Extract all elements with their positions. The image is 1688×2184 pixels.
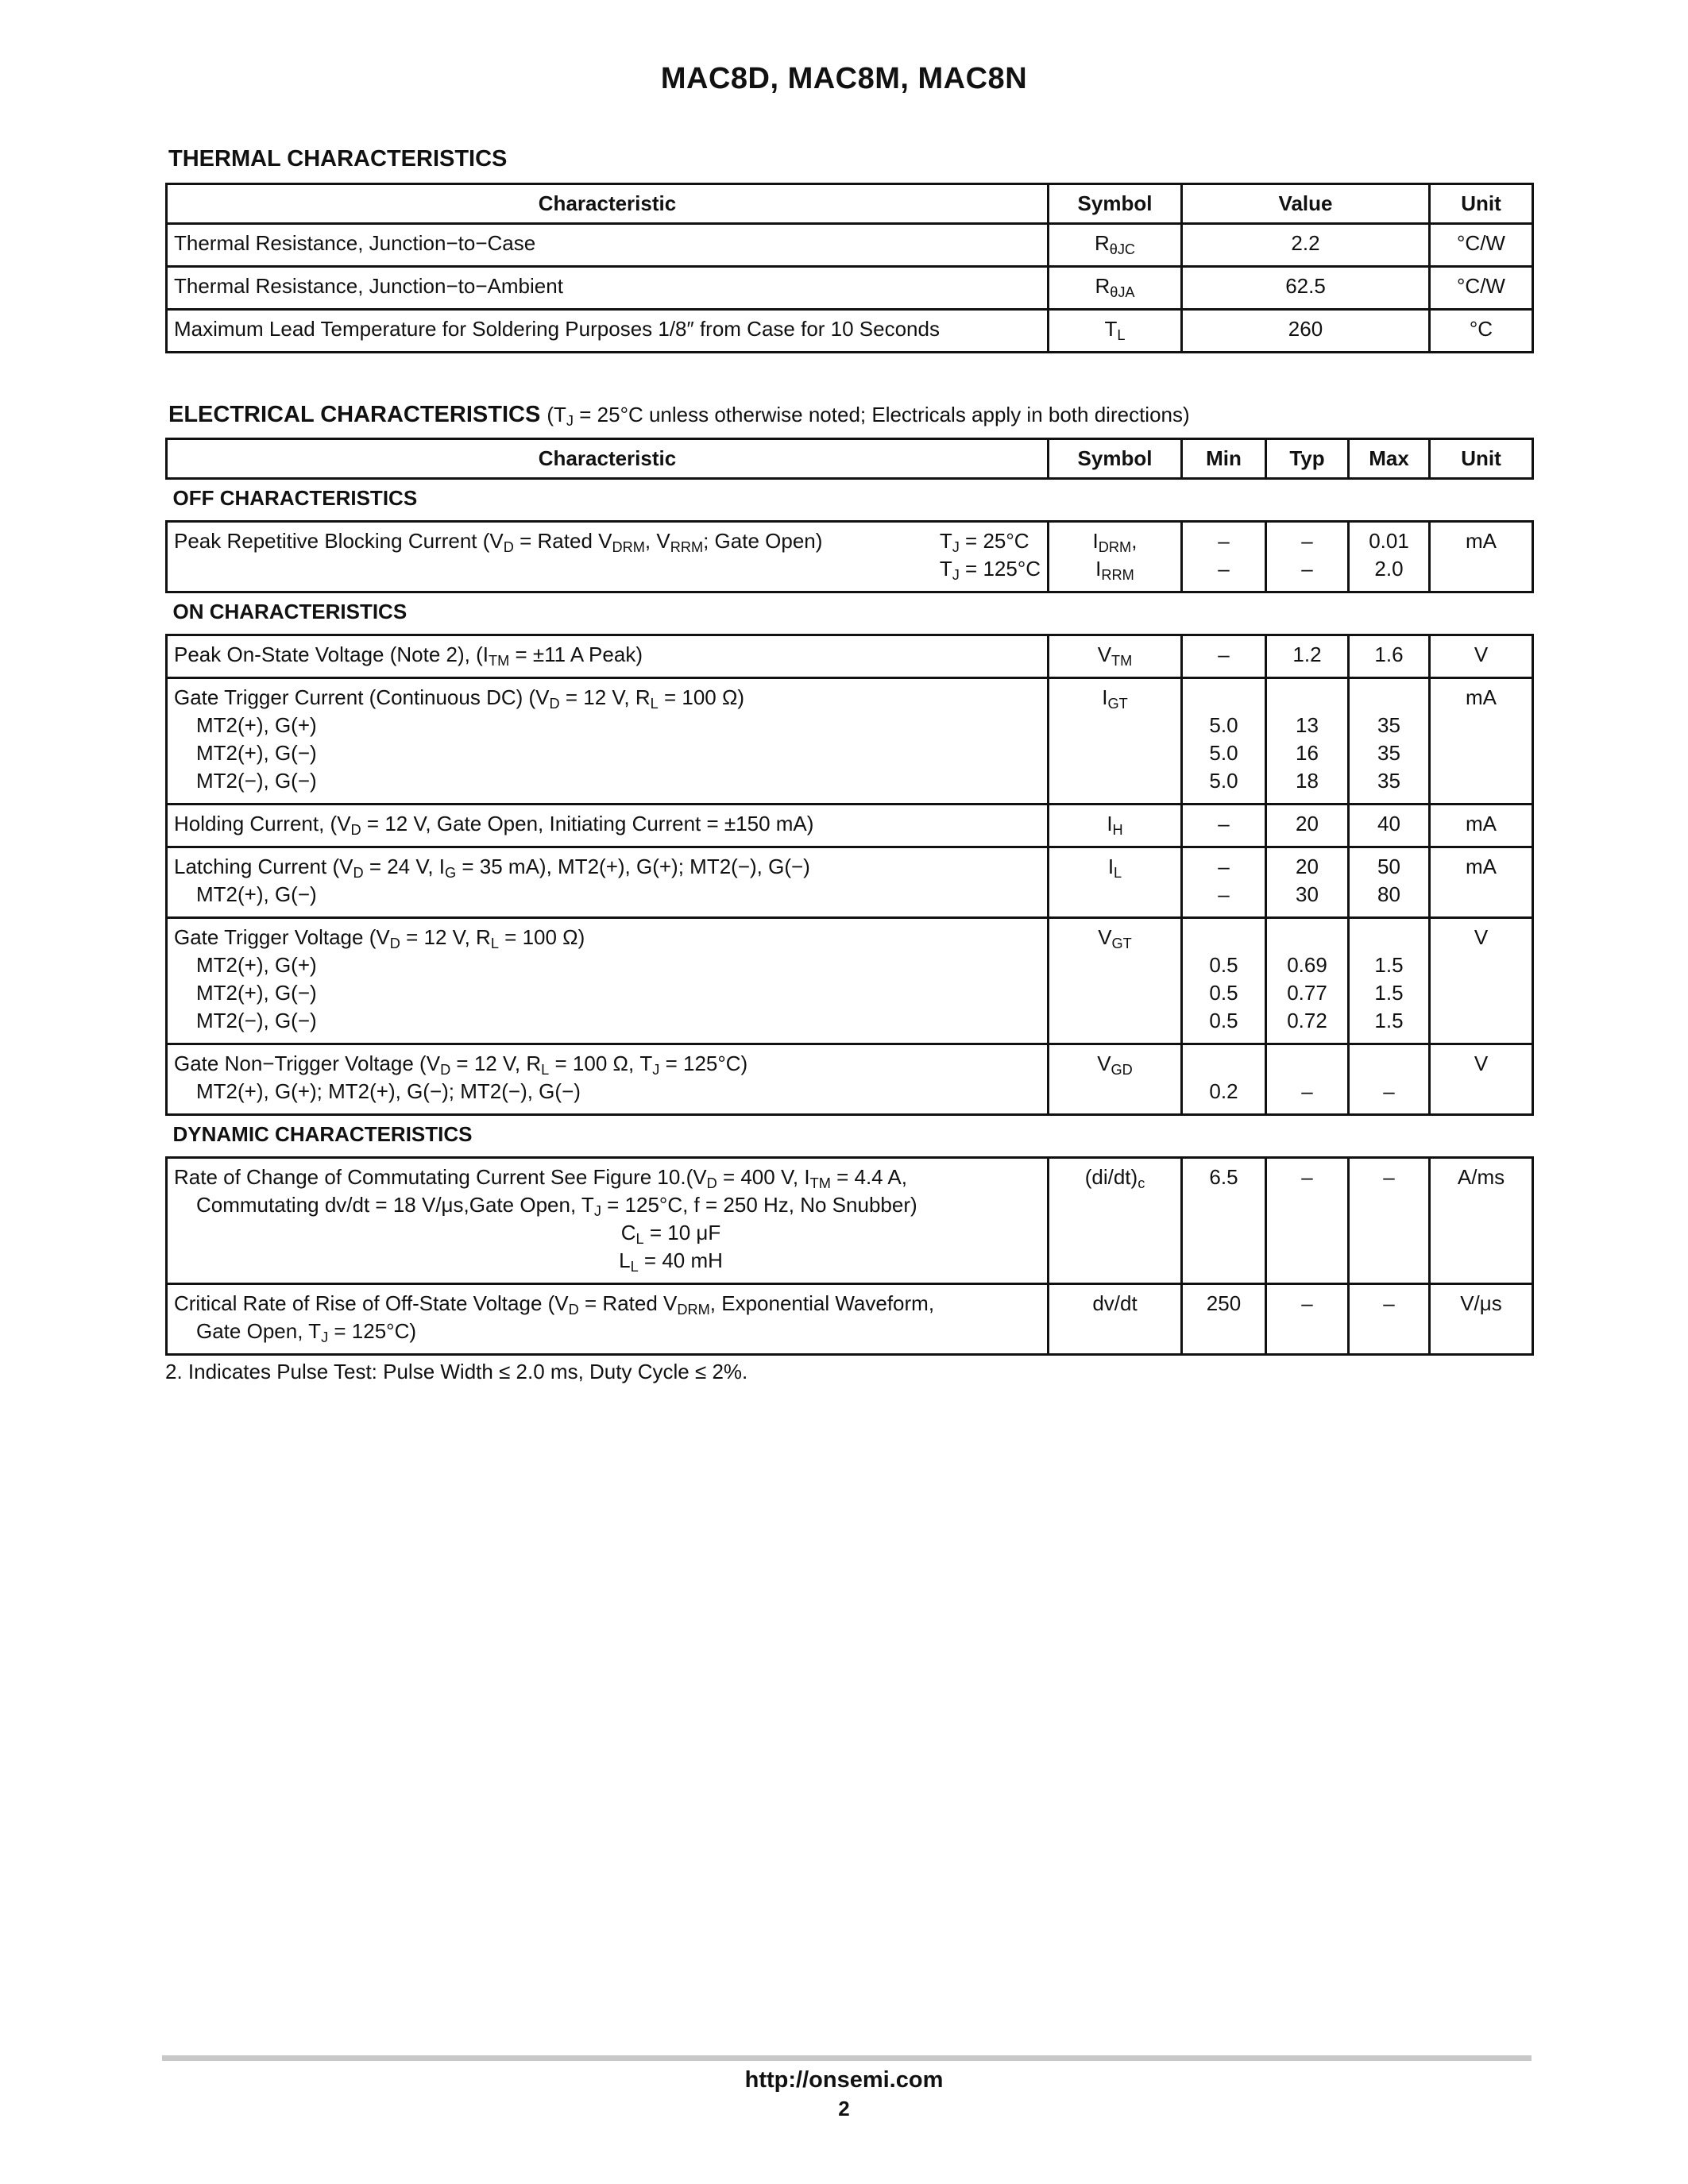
cell-typ: 0.69 0.77 0.72: [1266, 918, 1349, 1044]
col-symbol: Symbol: [1049, 184, 1182, 224]
cell-value: 2.2: [1182, 224, 1430, 267]
col-symbol: Symbol: [1049, 439, 1182, 479]
table-row: [167, 1158, 1533, 1284]
section-row: [167, 1115, 1533, 1158]
cell-characteristic: Latching Current ($V_D = 24$ V, $I_G = 35$ mA), MT2(+), G(+); MT2(−), G(−) MT2(+), G(−): [167, 847, 1049, 918]
cell-typ: 13 16 18: [1266, 678, 1349, 805]
section-row: [167, 592, 1533, 635]
cell-max: 40: [1349, 805, 1430, 847]
cell-symbol: $I_L$: [1049, 847, 1182, 918]
cell-typ: 20: [1266, 805, 1349, 847]
cell-max: 35 35 35: [1349, 678, 1430, 805]
cell-max: –: [1349, 1284, 1430, 1355]
cell-min: 5.0 5.0 5.0: [1182, 678, 1266, 805]
on-characteristics-heading: ON CHARACTERISTICS: [172, 600, 408, 623]
cell-characteristic: Gate Trigger Current (Continuous DC) ($V_D = 12$ V, $R_L = 100$ Ω) MT2(+), G(+) MT2(+), G(−) MT2(−), G(−): [167, 678, 1049, 805]
col-characteristic: Characteristic: [167, 439, 1049, 479]
electrical-heading: ELECTRICAL CHARACTERISTICS ($T_J = 25^\circ C$ unless otherwise noted; Electricals apply in both directions): [168, 402, 1190, 429]
section-row: [167, 479, 1533, 522]
cell-typ: –: [1266, 1284, 1349, 1355]
electrical-note: ($T_J = 25^\circ C$ unless otherwise noted; Electricals apply in both directions): [547, 403, 1190, 429]
footer-url[interactable]: http://onsemi.com: [744, 2067, 944, 2093]
cell-unit: mA: [1430, 805, 1533, 847]
cell-characteristic: Thermal Resistance, Junction−to−Ambient: [167, 267, 1049, 310]
cell-typ: –: [1266, 1158, 1349, 1284]
cell-unit: V: [1430, 918, 1533, 1044]
footer-divider: [162, 2055, 1532, 2061]
table-row: [167, 267, 1533, 310]
cell-value: 260: [1182, 310, 1430, 353]
thermal-heading: THERMAL CHARACTERISTICS: [168, 146, 508, 172]
cell-typ: 1.2: [1266, 635, 1349, 678]
table-row: [167, 678, 1533, 805]
table-row: [167, 224, 1533, 267]
table-row: [167, 847, 1533, 918]
cell-characteristic: Peak On-State Voltage (Note 2), ($I_{TM} = \pm 11$ A Peak): [167, 635, 1049, 678]
cell-unit: mA: [1430, 847, 1533, 918]
col-min: Min: [1182, 439, 1266, 479]
cell-symbol: $I_{DRM}$, $I_{RRM}$: [1049, 522, 1182, 592]
cell-characteristic: Rate of Change of Commutating Current See Figure $10.(V_D = 400$ V, $I_{TM} = 4.4$ A, Commutating dv/dt = 18 V/μs,Gate Open, $T_J = 125^\circ C$, f = 250 Hz, No Snubber) $C_L = 10$ μF $L_L = 40$ mH: [167, 1158, 1049, 1284]
cell-symbol: $V_{GT}$: [1049, 918, 1182, 1044]
cell-unit: A/ms: [1430, 1158, 1533, 1284]
cell-symbol: $R_{\theta JA}$: [1049, 267, 1182, 310]
col-characteristic: Characteristic: [167, 184, 1049, 224]
cell-characteristic: Maximum Lead Temperature for Soldering Purposes 1/8″ from Case for 10 Seconds: [167, 310, 1049, 353]
tj-conditions: $T_J = 25^\circ C$ $T_J = 125^\circ C$: [939, 529, 1041, 583]
cell-typ: – –: [1266, 522, 1349, 592]
cell-symbol: $I_{GT}$: [1049, 678, 1182, 805]
table-row: [167, 522, 1533, 592]
cell-unit: °C/W: [1430, 267, 1533, 310]
dynamic-characteristics-heading: DYNAMIC CHARACTERISTICS: [172, 1122, 473, 1146]
cell-typ: –: [1266, 1044, 1349, 1115]
table-row: [167, 1044, 1533, 1115]
table-row: [167, 635, 1533, 678]
cell-value: 62.5: [1182, 267, 1430, 310]
col-value: Value: [1182, 184, 1430, 224]
cell-symbol: $V_{GD}$: [1049, 1044, 1182, 1115]
cell-unit: mA: [1430, 522, 1533, 592]
col-max: Max: [1349, 439, 1430, 479]
cell-min: –: [1182, 805, 1266, 847]
cell-min: – –: [1182, 522, 1266, 592]
table-row: [167, 918, 1533, 1044]
cell-characteristic: Thermal Resistance, Junction−to−Case: [167, 224, 1049, 267]
cell-min: 6.5: [1182, 1158, 1266, 1284]
cell-symbol: $R_{\theta JC}$: [1049, 224, 1182, 267]
table-row: [167, 310, 1533, 353]
cell-min: 250: [1182, 1284, 1266, 1355]
col-unit: Unit: [1430, 439, 1533, 479]
cell-max: 1.6: [1349, 635, 1430, 678]
cell-unit: mA: [1430, 678, 1533, 805]
col-typ: Typ: [1266, 439, 1349, 479]
cell-min: 0.2: [1182, 1044, 1266, 1115]
cell-typ: 20 30: [1266, 847, 1349, 918]
cell-characteristic: Holding Current, ($V_D = 12$ V, Gate Open, Initiating Current = ±150 mA): [167, 805, 1049, 847]
cell-min: –: [1182, 635, 1266, 678]
thermal-table: [165, 183, 1534, 353]
cell-max: –: [1349, 1044, 1430, 1115]
cell-characteristic: Gate Trigger Voltage ($V_D = 12$ V, $R_L = 100$ Ω) MT2(+), G(+) MT2(+), G(−) MT2(−), G(−): [167, 918, 1049, 1044]
off-characteristics-heading: OFF CHARACTERISTICS: [172, 486, 418, 510]
table-row: [167, 1284, 1533, 1355]
table-row: [167, 805, 1533, 847]
electrical-header-row: [167, 439, 1533, 479]
cell-min: 0.5 0.5 0.5: [1182, 918, 1266, 1044]
cell-characteristic: Critical Rate of Rise of Off-State Voltage ($V_D$ = Rated $V_{DRM}$, Exponential Waveform, Gate Open, $T_J = 125^\circ C$): [167, 1284, 1049, 1355]
cell-symbol: dv/dt: [1049, 1284, 1182, 1355]
cell-unit: °C: [1430, 310, 1533, 353]
thermal-header-row: [167, 184, 1533, 224]
cell-characteristic: $T_J = 25^\circ C$ $T_J = 125^\circ C$ Peak Repetitive Blocking Current ($V_D$ = Rated $V_{DRM}$, $V_{RRM}$; Gate Open): [167, 522, 1049, 592]
cell-characteristic: Gate Non−Trigger Voltage ($V_D = 12$ V, $R_L = 100$ Ω, $T_J = 125^\circ C$) MT2(+), G(+); MT2(+), G(−); MT2(−), G(−): [167, 1044, 1049, 1115]
cell-unit: V: [1430, 635, 1533, 678]
col-unit: Unit: [1430, 184, 1533, 224]
cell-unit: V: [1430, 1044, 1533, 1115]
cell-unit: V/μs: [1430, 1284, 1533, 1355]
cell-symbol: $T_L$: [1049, 310, 1182, 353]
footnote: 2. Indicates Pulse Test: Pulse Width ≤ 2.0 ms, Duty Cycle ≤ 2%.: [165, 1360, 748, 1383]
cell-max: 50 80: [1349, 847, 1430, 918]
cell-symbol: $I_H$: [1049, 805, 1182, 847]
page-title: MAC8D, MAC8M, MAC8N: [660, 62, 1028, 95]
page-number: 2: [838, 2097, 850, 2120]
electrical-table: [165, 438, 1534, 1356]
cell-symbol: $V_{TM}$: [1049, 635, 1182, 678]
cell-max: 1.5 1.5 1.5: [1349, 918, 1430, 1044]
cell-symbol: $(di/dt)_c$: [1049, 1158, 1182, 1284]
cell-max: 0.01 2.0: [1349, 522, 1430, 592]
cell-max: –: [1349, 1158, 1430, 1284]
cell-min: – –: [1182, 847, 1266, 918]
cell-unit: °C/W: [1430, 224, 1533, 267]
